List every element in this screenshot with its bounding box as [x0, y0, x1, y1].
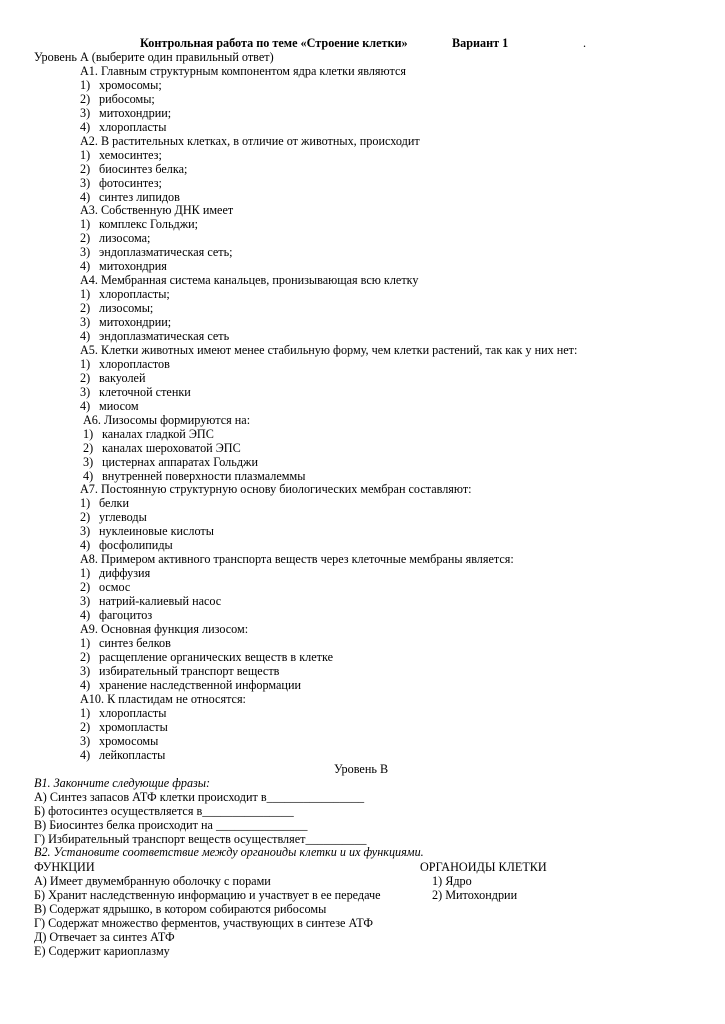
option-text: фосфолипиды: [99, 538, 173, 552]
option-text: хлоропласты: [99, 706, 167, 720]
option-text: митохондрии;: [99, 106, 172, 120]
option-number: 1): [83, 427, 94, 441]
function-item: А) Имеет двумембранную оболочку с порами: [34, 874, 271, 888]
b2-title: В2. Установите соответствие между органоиды клетки и их функциями.: [34, 845, 424, 859]
question-text: А4. Мембранная система канальцев, пронизывающая всю клетку: [80, 273, 419, 287]
option-number: 1): [80, 566, 91, 580]
b1-line: Б) фотосинтез осуществляется в_______________: [34, 804, 294, 818]
option-number: 4): [80, 120, 91, 134]
option-text: хромосомы: [99, 734, 159, 748]
option-text: биосинтез белка;: [99, 162, 188, 176]
option-text: каналах шероховатой ЭПС: [102, 441, 241, 455]
organoid-item: 2) Митохондрии: [432, 888, 518, 902]
function-item: В) Содержат ядрышко, в котором собираются рибосомы: [34, 902, 327, 916]
option-text: эндоплазматическая сеть;: [99, 245, 233, 259]
option-number: 2): [80, 231, 91, 245]
b1-line: А) Синтез запасов АТФ клетки происходит в________________: [34, 790, 365, 804]
option-text: углеводы: [99, 510, 147, 524]
option-text: эндоплазматическая сеть: [99, 329, 230, 343]
option-text: хромопласты: [99, 720, 168, 734]
option-number: 1): [80, 636, 91, 650]
option-number: 2): [80, 510, 91, 524]
organoids-header: ОРГАНОИДЫ КЛЕТКИ: [420, 860, 547, 874]
option-text: миосом: [99, 399, 139, 413]
option-number: 1): [80, 357, 91, 371]
option-number: 2): [83, 441, 94, 455]
option-text: синтез белков: [99, 636, 171, 650]
option-number: 2): [80, 162, 91, 176]
option-text: вакуолей: [99, 371, 146, 385]
option-number: 3): [83, 455, 94, 469]
option-text: лизосомы;: [99, 301, 154, 315]
option-number: 2): [80, 92, 91, 106]
option-number: 1): [80, 78, 91, 92]
option-text: диффузия: [99, 566, 151, 580]
option-number: 4): [83, 469, 94, 483]
option-number: 1): [80, 217, 91, 231]
question-text: А3. Собственную ДНК имеет: [80, 203, 234, 217]
option-text: натрий-калиевый насос: [99, 594, 222, 608]
function-item: Б) Хранит наследственную информацию и участвует в ее передаче: [34, 888, 381, 902]
option-number: 3): [80, 176, 91, 190]
option-text: лейкопласты: [99, 748, 166, 762]
option-number: 4): [80, 399, 91, 413]
option-text: белки: [99, 496, 129, 510]
option-number: 4): [80, 190, 91, 204]
b1-line: Г) Избирательный транспорт веществ осуществляет__________: [34, 832, 367, 846]
option-number: 4): [80, 329, 91, 343]
option-number: 4): [80, 608, 91, 622]
option-text: избирательный транспорт веществ: [99, 664, 280, 678]
option-number: 4): [80, 678, 91, 692]
level-a-heading: Уровень А (выберите один правильный ответ): [34, 50, 274, 64]
option-number: 4): [80, 748, 91, 762]
option-number: 2): [80, 650, 91, 664]
option-text: фотосинтез;: [99, 176, 162, 190]
option-number: 3): [80, 734, 91, 748]
option-number: 3): [80, 385, 91, 399]
option-number: 3): [80, 664, 91, 678]
option-text: митохондрия: [99, 259, 167, 273]
question-text: А9. Основная функция лизосом:: [80, 622, 249, 636]
option-text: хранение наследственной информации: [99, 678, 301, 692]
b1-title: В1. Закончите следующие фразы:: [34, 776, 211, 790]
option-number: 1): [80, 287, 91, 301]
function-item: Е) Содержит кариоплазму: [34, 944, 170, 958]
option-number: 2): [80, 720, 91, 734]
option-text: хлоропласты;: [99, 287, 170, 301]
level-b-heading: Уровень В: [334, 762, 389, 776]
option-number: 3): [80, 524, 91, 538]
option-number: 3): [80, 594, 91, 608]
option-number: 4): [80, 259, 91, 273]
option-text: клеточной стенки: [99, 385, 191, 399]
question-text: А2. В растительных клетках, в отличие от животных, происходит: [80, 134, 420, 148]
question-text: А5. Клетки животных имеют менее стабильную форму, чем клетки растений, так как у них нет:: [80, 343, 578, 357]
option-number: 1): [80, 706, 91, 720]
question-text: А10. К пластидам не относятся:: [80, 692, 246, 706]
option-number: 4): [80, 538, 91, 552]
header-dot: .: [583, 36, 587, 50]
option-text: митохондрии;: [99, 315, 172, 329]
option-text: рибосомы;: [99, 92, 155, 106]
option-number: 2): [80, 371, 91, 385]
option-number: 3): [80, 106, 91, 120]
question-text: А6. Лизосомы формируются на:: [83, 413, 251, 427]
option-text: хлоропласты: [99, 120, 167, 134]
option-text: комплекс Гольджи;: [99, 217, 199, 231]
option-text: расщепление органических веществ в клетке: [99, 650, 333, 664]
question-text: А7. Постоянную структурную основу биологических мембран составляют:: [80, 482, 472, 496]
option-text: осмос: [99, 580, 131, 594]
variant-label: Вариант 1: [452, 36, 509, 50]
option-text: хлоропластов: [99, 357, 170, 371]
option-text: хромосомы;: [99, 78, 162, 92]
function-item: Г) Содержат множество ферментов, участвующих в синтезе АТФ: [34, 916, 374, 930]
option-text: хемосинтез;: [99, 148, 162, 162]
function-item: Д) Отвечает за синтез АТФ: [34, 930, 175, 944]
option-text: внутренней поверхности плазмалеммы: [102, 469, 306, 483]
option-number: 1): [80, 148, 91, 162]
option-number: 3): [80, 315, 91, 329]
option-text: лизосома;: [99, 231, 151, 245]
option-number: 2): [80, 301, 91, 315]
option-text: цистернах аппаратах Гольджи: [102, 455, 258, 469]
option-number: 1): [80, 496, 91, 510]
option-text: фагоцитоз: [99, 608, 153, 622]
page-title: Контрольная работа по теме «Строение клетки»: [140, 36, 408, 50]
question-text: А1. Главным структурным компонентом ядра клетки являются: [80, 64, 406, 78]
organoid-item: 1) Ядро: [432, 874, 472, 888]
option-text: синтез липидов: [99, 190, 180, 204]
b1-line: В) Биосинтез белка происходит на _______________: [34, 818, 308, 832]
option-number: 2): [80, 580, 91, 594]
option-text: каналах гладкой ЭПС: [102, 427, 214, 441]
functions-header: ФУНКЦИИ: [34, 860, 95, 874]
option-number: 3): [80, 245, 91, 259]
question-text: А8. Примером активного транспорта веществ через клеточные мембраны является:: [80, 552, 514, 566]
option-text: нуклеиновые кислоты: [99, 524, 214, 538]
